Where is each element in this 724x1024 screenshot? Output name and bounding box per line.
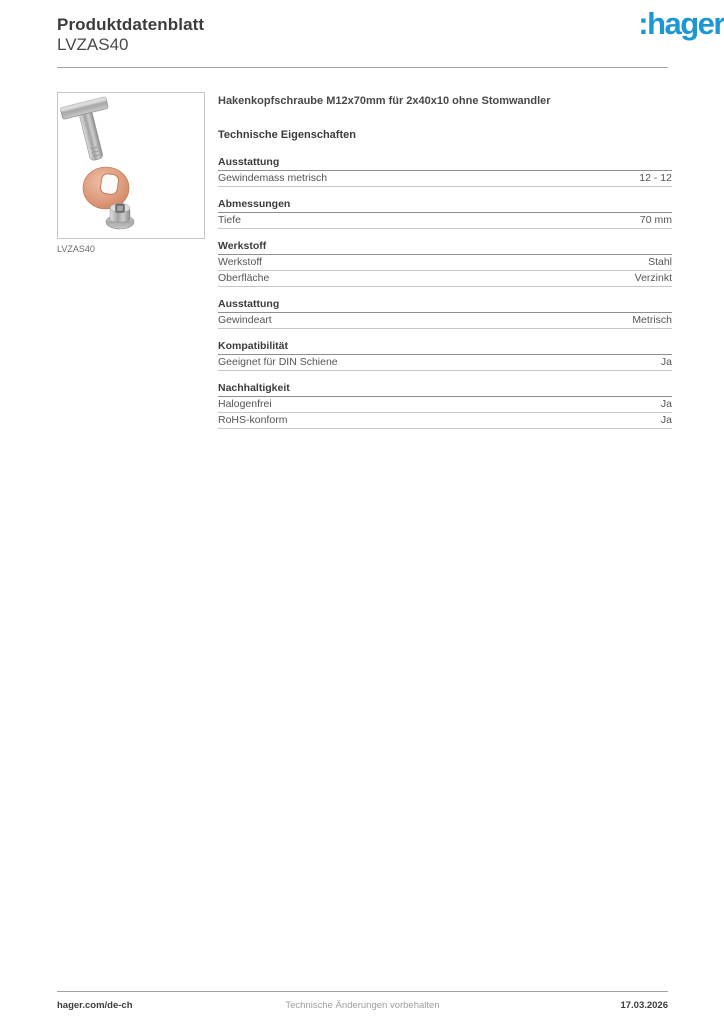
spec-rows bbox=[218, 171, 672, 187]
spec-label: RoHS-konform bbox=[218, 414, 288, 426]
flange-nut-image bbox=[106, 204, 134, 230]
spec-rows bbox=[218, 313, 672, 329]
specs-column bbox=[218, 95, 672, 429]
spec-row bbox=[218, 397, 672, 413]
spec-sections bbox=[218, 156, 672, 429]
spec-label: Halogenfrei bbox=[218, 398, 272, 410]
spec-row bbox=[218, 213, 672, 229]
doc-type-title: Produktdatenblatt bbox=[57, 15, 205, 34]
footer-notice: Technische Änderungen vorbehalten bbox=[285, 1000, 440, 1011]
product-image bbox=[57, 92, 205, 239]
copper-washer-image bbox=[83, 167, 129, 209]
spec-value: Verzinkt bbox=[634, 272, 672, 284]
tech-properties-heading: Technische Eigenschaften bbox=[218, 129, 356, 141]
spec-value: Stahl bbox=[648, 256, 672, 268]
spec-value: 12 - 12 bbox=[639, 172, 672, 184]
spec-section-title: Kompatibilität bbox=[218, 340, 672, 355]
hager-logo: :hager bbox=[638, 6, 724, 41]
spec-row bbox=[218, 313, 672, 329]
spec-rows bbox=[218, 397, 672, 429]
header-divider bbox=[57, 67, 668, 68]
spec-section bbox=[218, 340, 672, 371]
footer-website: hager.com/de-ch bbox=[57, 1000, 133, 1011]
spec-value: Metrisch bbox=[632, 314, 672, 326]
product-title: Hakenkopfschraube M12x70mm für 2x40x10 ohne Stomwandler bbox=[218, 95, 551, 107]
spec-section-title: Abmessungen bbox=[218, 198, 672, 213]
spec-section-title: Ausstattung bbox=[218, 298, 672, 313]
spec-label: Oberfläche bbox=[218, 272, 270, 284]
spec-section bbox=[218, 298, 672, 329]
header bbox=[57, 14, 668, 55]
footer-date: 17.03.2026 bbox=[620, 1000, 668, 1011]
spec-label: Gewindemass metrisch bbox=[218, 172, 328, 184]
spec-value: Ja bbox=[660, 414, 672, 426]
spec-row bbox=[218, 355, 672, 371]
product-photo-svg bbox=[58, 93, 204, 238]
spec-section bbox=[218, 156, 672, 187]
spec-section-title: Nachhaltigkeit bbox=[218, 382, 672, 397]
spec-label: Tiefe bbox=[218, 214, 241, 226]
spec-row bbox=[218, 271, 672, 287]
spec-section-title: Ausstattung bbox=[218, 156, 672, 171]
spec-label: Werkstoff bbox=[218, 256, 262, 268]
spec-value: 70 mm bbox=[639, 214, 672, 226]
spec-section bbox=[218, 240, 672, 287]
spec-section bbox=[218, 198, 672, 229]
spec-rows bbox=[218, 355, 672, 371]
spec-section-title: Werkstoff bbox=[218, 240, 672, 255]
product-reference: LVZAS40 bbox=[57, 35, 129, 54]
spec-rows bbox=[218, 255, 672, 287]
spec-section bbox=[218, 382, 672, 429]
spec-value: Ja bbox=[660, 356, 672, 368]
spec-rows bbox=[218, 213, 672, 229]
spec-label: Gewindeart bbox=[218, 314, 272, 326]
image-caption: LVZAS40 bbox=[57, 244, 95, 254]
spec-row bbox=[218, 171, 672, 187]
spec-value: Ja bbox=[660, 398, 672, 410]
footer bbox=[57, 991, 668, 1011]
spec-label: Geeignet für DIN Schiene bbox=[218, 356, 338, 368]
spec-row bbox=[218, 413, 672, 429]
spec-row bbox=[218, 255, 672, 271]
t-head-bolt-image bbox=[60, 97, 120, 166]
